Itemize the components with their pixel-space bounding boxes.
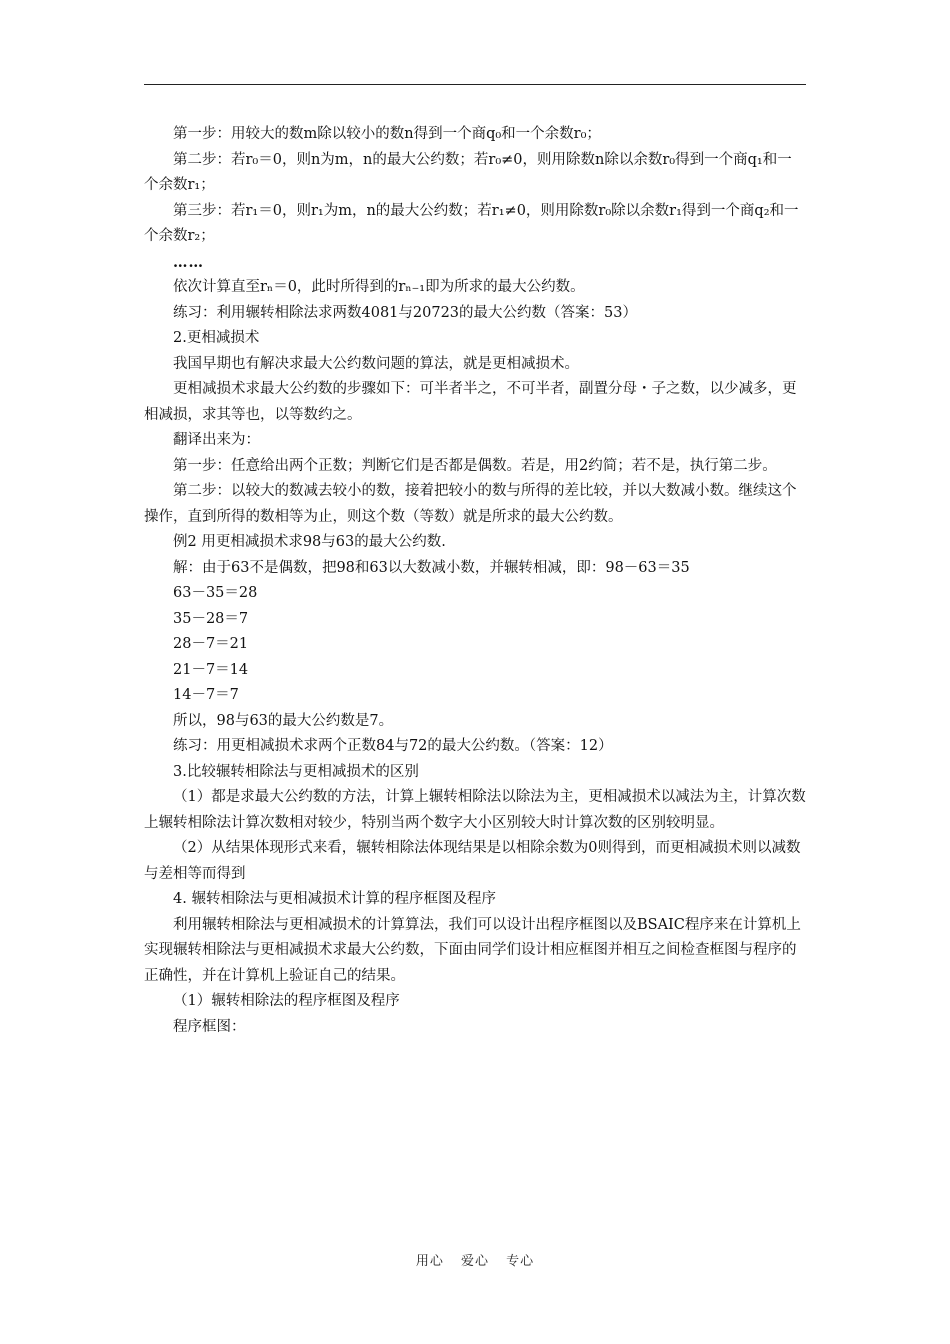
exercise-1: 练习：利用辗转相除法求两数4081与20723的最大公约数（答案：53） [173,304,637,321]
repeat-until-paragraph: 依次计算直至rₙ＝0，此时所得到的rₙ₋₁即为所求的最大公约数。 [173,279,585,295]
page-footer [0,1250,950,1269]
header-rule [144,84,806,85]
program-intro-paragraph: 利用辗转相除法与更相减损术的计算算法，我们可以设计出程序框图以及BSAIC程序来在计算机上实现辗转相除法与更相减损术求最大公约数，下面由同学们设计相应框图并相互之间检查框图与程序的正确性，并在计算机上验证自己的结果。 [144,916,801,984]
comparison-point-1: （1）都是求最大公约数的方法，计算上辗转相除法以除法为主，更相减损术以减法为主，计算次数上辗转相除法计算次数相对较少，特别当两个数字大小区别较大时计算次数的区别较明显。 [144,789,806,831]
method-steps-paragraph: 更相减损术求最大公约数的步骤如下：可半者半之，不可半者，副置分母・子之数，以少减多，更相减损，求其等也，以等数约之。 [144,381,797,423]
subsection-heading-1: （1）辗转相除法的程序框图及程序 [173,993,400,1009]
step-2-paragraph: 第二步：若r₀＝0，则n为m，n的最大公约数；若r₀≠0，则用除数n除以余数r₀得到一个商q₁和一个余数r₁； [144,151,792,193]
translation-step-1: 第一步：任意给出两个正数；判断它们是否都是偶数。若是，用2约简；若不是，执行第二步。 [173,457,777,474]
equation-line: 14－7＝7 [173,687,239,703]
equation-line: 35－28＝7 [173,610,249,627]
solution-line: 解：由于63不是偶数，把98和63以大数减小数，并辗转相减，即：98－63＝35 [173,559,690,576]
example-2-title: 例2 用更相减损术求98与63的最大公约数. [173,534,446,550]
equation-line: 21－7＝14 [173,661,249,678]
section-heading-4: 4. 辗转相除法与更相减损术计算的程序框图及程序 [173,891,496,907]
intro-paragraph: 我国早期也有解决求最大公约数问题的算法，就是更相减损术。 [173,355,579,372]
ellipsis-line: …… [173,253,204,271]
section-heading-3: 3.比较辗转相除法与更相减损术的区别 [173,763,419,780]
equation-line: 28－7＝21 [173,636,249,652]
step-1-paragraph: 第一步：用较大的数m除以较小的数n得到一个商q₀和一个余数r₀； [173,126,601,142]
footer-text: 专心 [506,1254,535,1269]
section-heading-2: 2.更相减损术 [173,330,260,346]
step-3-paragraph: 第三步：若r₁＝0，则r₁为m，n的最大公约数；若r₁≠0，则用除数r₀除以余数r₁得到一个商q₂和一个余数r₂； [144,202,799,244]
equation-line: 63－35＝28 [173,585,258,601]
conclusion-line: 所以，98与63的最大公约数是7。 [173,712,394,729]
document-body [144,122,806,1040]
exercise-2: 练习：用更相减损术求两个正数84与72的最大公约数。（答案：12） [173,738,613,754]
translation-label: 翻译出来为： [173,432,260,448]
comparison-point-2: （2）从结果体现形式来看，辗转相除法体现结果是以相除余数为0则得到，而更相减损术则以减数与差相等而得到 [144,840,801,882]
footer-text: 用心 [415,1254,444,1269]
flowchart-label: 程序框图： [173,1018,246,1035]
footer-text: 爱心 [460,1254,489,1269]
translation-step-2: 第二步：以较大的数减去较小的数，接着把较小的数与所得的差比较，并以大数减小数。继续这个操作，直到所得的数相等为止，则这个数（等数）就是所求的最大公约数。 [144,483,797,525]
